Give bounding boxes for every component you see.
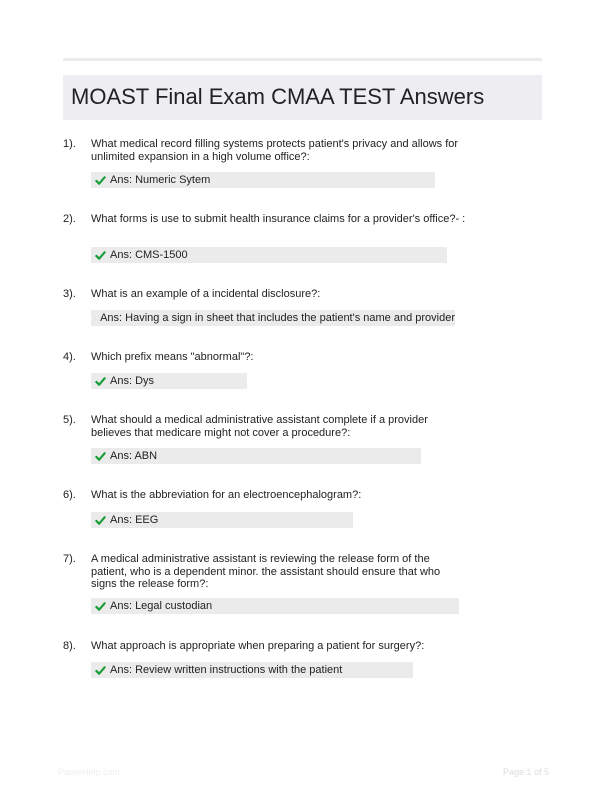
question-number: 8). — [63, 640, 76, 652]
answer-box — [91, 448, 421, 464]
answer-box — [91, 512, 353, 528]
question-number: 5). — [63, 414, 76, 426]
question-text: Which prefix means "abnormal"?: — [91, 351, 254, 363]
answer-box — [91, 662, 413, 678]
checkmark-icon — [95, 376, 106, 387]
answer-text: Ans: Having a sign in sheet that includes the patient's name and provider — [100, 312, 455, 324]
question-number: 6). — [63, 489, 76, 501]
question-number: 1). — [63, 138, 76, 150]
checkmark-icon — [95, 175, 106, 186]
question-text: What approach is appropriate when preparing a patient for surgery?: — [91, 640, 425, 652]
question-number: 4). — [63, 351, 76, 363]
answer-text: Ans: CMS-1500 — [110, 249, 188, 261]
question-text: What is the abbreviation for an electroencephalogram?: — [91, 489, 362, 501]
checkmark-icon — [95, 250, 106, 261]
answer-text: Ans: Review written instructions with the patient — [110, 664, 343, 676]
question-number: 3). — [63, 288, 76, 300]
question-number: 2). — [63, 213, 76, 225]
question-text: What should a medical administrative assistant complete if a provider believes that medicare might not cover a procedure?: — [91, 414, 428, 439]
answer-box — [91, 598, 459, 614]
question-text: What forms is use to submit health insurance claims for a provider's office?- : — [91, 213, 466, 225]
question-number: 7). — [63, 553, 76, 565]
checkmark-icon — [95, 313, 96, 324]
answer-text: Ans: Dys — [110, 375, 155, 387]
checkmark-icon — [95, 665, 106, 676]
checkmark-icon — [95, 515, 106, 526]
question-text: What medical record filling systems protects patient's privacy and allows for unlimited expansion in a high volume office?: — [91, 138, 459, 163]
answer-text: Ans: Legal custodian — [110, 600, 213, 612]
page-title: MOAST Final Exam CMAA TEST Answers — [71, 84, 485, 109]
answer-text: Ans: Numeric Sytem — [110, 174, 211, 186]
answer-box — [91, 373, 247, 389]
checkmark-icon — [95, 451, 106, 462]
page-number: Page 1 of 5 — [502, 767, 549, 777]
answer-box — [91, 172, 435, 188]
answer-box — [91, 247, 447, 263]
answer-text: Ans: EEG — [110, 514, 159, 526]
answer-text: Ans: ABN — [110, 450, 158, 462]
title-banner — [63, 75, 542, 120]
top-divider — [63, 58, 542, 61]
footer-site-watermark: PaperHelp.com — [58, 767, 121, 777]
question-text: A medical administrative assistant is reviewing the release form of the patient, who is a dependent minor. the assistant should ensure that who signs the release form?: — [91, 553, 441, 590]
answer-box — [91, 310, 455, 326]
question-text: What is an example of a incidental disclosure?: — [91, 288, 321, 300]
checkmark-icon — [95, 601, 106, 612]
